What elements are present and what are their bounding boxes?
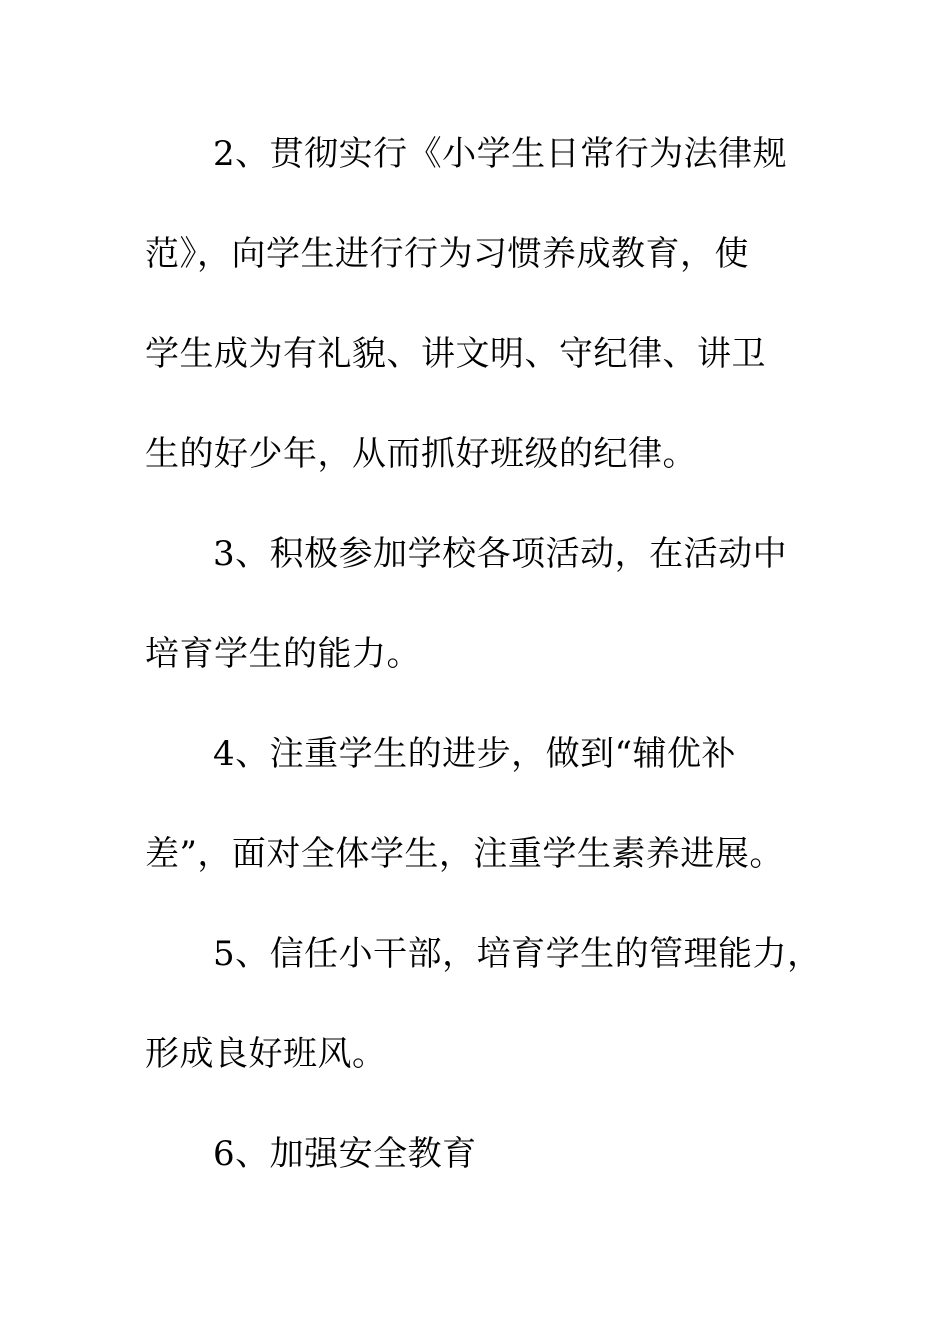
item-2-line-1: 2、贯彻实行《小学生日常行为法律规 bbox=[213, 134, 788, 174]
item-6-line-1: 6、加强安全教育 bbox=[213, 1134, 477, 1174]
item-5-line-2: 形成良好班风。 bbox=[145, 1034, 387, 1074]
item-3-line-2: 培育学生的能力。 bbox=[145, 634, 421, 674]
item-2-line-3: 学生成为有礼貌、讲文明、守纪律、讲卫 bbox=[145, 334, 766, 374]
item-2-line-2: 范》，向学生进行行为习惯养成教育，使 bbox=[145, 234, 749, 274]
item-2-line-4: 生的好少年，从而抓好班级的纪律。 bbox=[145, 434, 697, 474]
item-4-line-1: 4、注重学生的进步，做到“辅优补 bbox=[213, 734, 737, 774]
item-3-line-1: 3、积极参加学校各项活动，在活动中 bbox=[213, 534, 788, 574]
item-5-line-1: 5、信任小干部，培育学生的管理能力， bbox=[213, 934, 822, 974]
item-4-line-2: 差”，面对全体学生，注重学生素养进展。 bbox=[145, 834, 784, 874]
